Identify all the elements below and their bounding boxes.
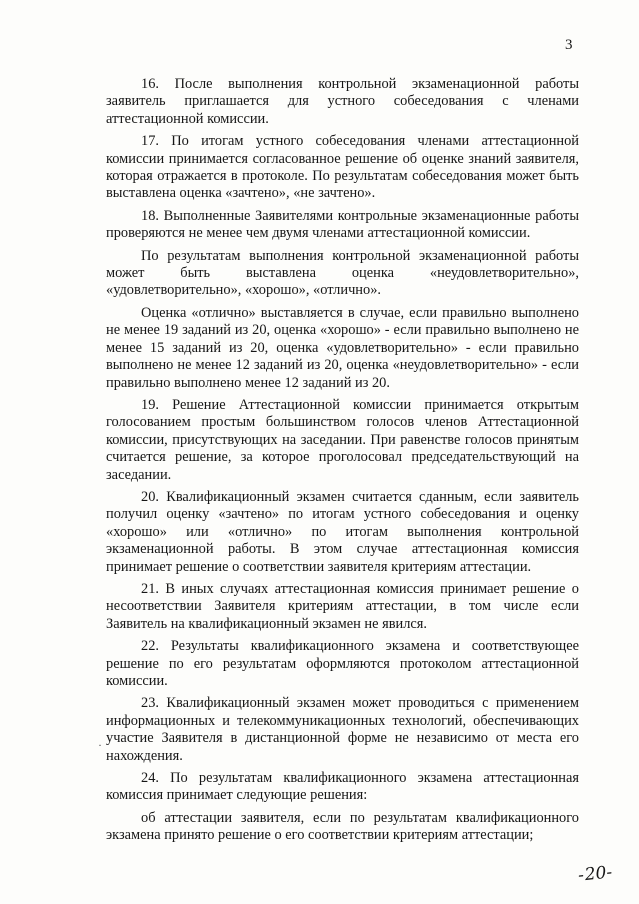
page-number: 3 <box>565 37 573 53</box>
paragraph-17: 17. По итогам устного собеседования членами аттестационной комиссии принимается согласованное решение об оценке знаний заявителя, которая отражается в протоколе. По результатам собеседования может быть выставлена оценка «зачтено», «не зачтено». <box>106 133 579 202</box>
paragraph-20: 20. Квалификационный экзамен считается сданным, если заявитель получил оценку «зачтено» по итогам устного собеседования и оценку «хорошо» или «отлично» по итогам выполнения контрольной экзаменационной работы. В этом случае аттестационная комиссия принимает решение о соответствии заявителя критериям аттестации. <box>106 488 579 575</box>
paragraph-21: 21. В иных случаях аттестационная комиссия принимает решение о несоответствии Заявителя критериям аттестации, в том числе если Заявитель на квалификационный экзамен не явился. <box>106 580 579 632</box>
dash-glyph: - <box>577 865 585 886</box>
document-body <box>106 76 579 850</box>
handwritten-page-number <box>577 862 614 886</box>
dash-glyph: - <box>605 862 614 883</box>
paragraph-23: 23. Квалификационный экзамен может проводиться с применением информационных и телекоммуникационных технологий, обеспечивающих участие Заявителя в дистанционной форме не независимо от места его нахождения. <box>106 695 579 764</box>
paragraph-24: 24. По результатам квалификационного экзамена аттестационная комиссия принимает следующие решения: <box>106 770 579 804</box>
margin-dot: · <box>98 738 102 752</box>
paragraph-24-item: об аттестации заявителя, если по результатам квалификационного экзамена принято решение о его соответствии критериям аттестации; <box>106 809 579 844</box>
paragraph-16: 16. После выполнения контрольной экзаменационной работы заявитель приглашается для устного собеседования с членами аттестационной комиссии. <box>106 76 579 127</box>
paragraph-22: 22. Результаты квалификационного экзамена и соответствующее решение по его результатам оформляются протоколом аттестационной комиссии. <box>106 638 579 689</box>
handwritten-page-number-value: 20 <box>583 862 608 886</box>
paragraph-18: 18. Выполненные Заявителями контрольные экзаменационные работы проверяются не менее чем двумя членами аттестационной комиссии. <box>106 207 579 242</box>
paragraph-grades-criteria: Оценка «отлично» выставляется в случае, если правильно выполнено не менее 19 заданий из 20, оценка «хорошо» - если правильно выполнено не менее 15 заданий из 20, оценка «удовлетворительно» - если правильно выполнено не менее 12 заданий из 20, оценка «неудовлетворительно» - если правильно выполнено менее 12 заданий из 20. <box>106 304 579 391</box>
paragraph-19: 19. Решение Аттестационной комиссии принимается открытым голосованием простым большинством голосов членов Аттестационной комиссии, присутствующих на заседании. При равенстве голосов принятым считается решение, за которое проголосовал председательствующий на заседании. <box>106 396 579 483</box>
paragraph-grades-intro: По результатам выполнения контрольной экзаменационной работы может быть выставлена оценка «неудовлетворительно», «удовлетворительно», «хорошо», «отлично». <box>106 247 579 299</box>
